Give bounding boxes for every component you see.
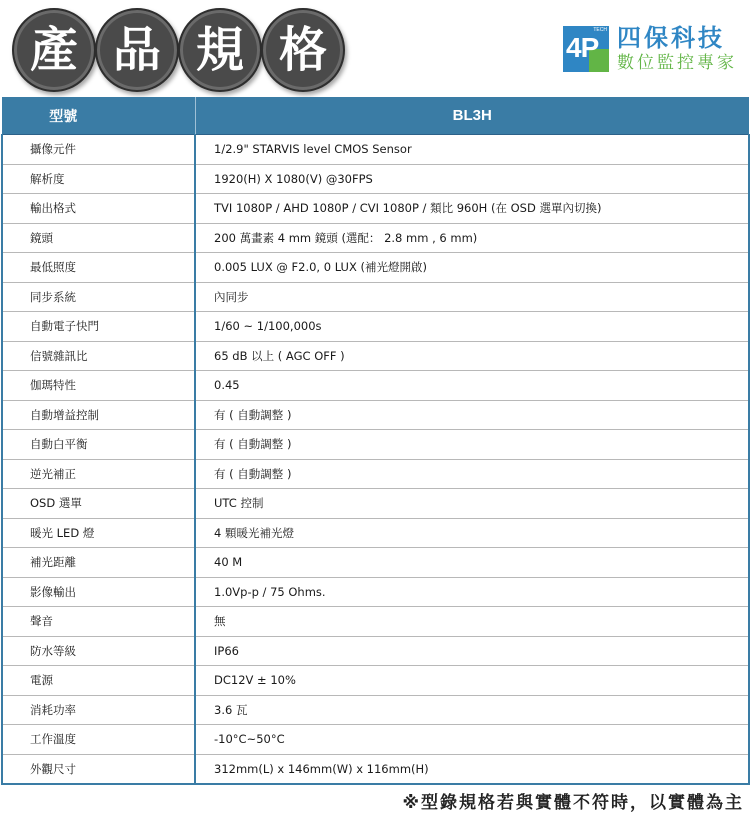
table-row — [2, 253, 749, 283]
company-logo — [563, 24, 748, 80]
spec-value: 312mm(L) x 146mm(W) x 116mm(H) — [195, 754, 749, 784]
spec-value: 1920(H) X 1080(V) @30FPS — [195, 164, 749, 194]
table-row — [2, 400, 749, 430]
logo-mark-text: 4P — [566, 32, 599, 63]
table-row — [2, 489, 749, 519]
spec-value: 3.6 瓦 — [195, 695, 749, 725]
spec-label: 消耗功率 — [2, 695, 195, 725]
spec-value: 有 ( 自動調整 ) — [195, 459, 749, 489]
spec-table — [1, 97, 750, 785]
title-char-4: 格 — [261, 8, 345, 92]
logo-mark — [563, 26, 609, 72]
spec-table-body — [2, 135, 749, 785]
spec-value: 1.0Vp-p / 75 Ohms. — [195, 577, 749, 607]
spec-value: -10°C~50°C — [195, 725, 749, 755]
table-row — [2, 725, 749, 755]
spec-label: 自動白平衡 — [2, 430, 195, 460]
table-row — [2, 312, 749, 342]
spec-label: 同步系統 — [2, 282, 195, 312]
table-row — [2, 194, 749, 224]
header-model: BL3H — [195, 97, 749, 135]
spec-label: OSD 選單 — [2, 489, 195, 519]
spec-label: 解析度 — [2, 164, 195, 194]
spec-label: 外觀尺寸 — [2, 754, 195, 784]
spec-label: 輸出格式 — [2, 194, 195, 224]
spec-value: 1/2.9" STARVIS level CMOS Sensor — [195, 135, 749, 165]
spec-value: 有 ( 自動調整 ) — [195, 400, 749, 430]
spec-label: 逆光補正 — [2, 459, 195, 489]
spec-label: 聲音 — [2, 607, 195, 637]
logo-mark-tech: TECH — [593, 27, 607, 33]
spec-label: 自動電子快門 — [2, 312, 195, 342]
company-slogan: 數位監控專家 — [617, 53, 737, 73]
table-row — [2, 607, 749, 637]
spec-value: 0.005 LUX @ F2.0, 0 LUX (補光燈開啟) — [195, 253, 749, 283]
spec-label: 電源 — [2, 666, 195, 696]
table-row — [2, 164, 749, 194]
title-char-2: 品 — [95, 8, 179, 92]
spec-value: 內同步 — [195, 282, 749, 312]
title-char-1: 產 — [12, 8, 96, 92]
table-row — [2, 754, 749, 784]
spec-value: 4 顆暖光補光燈 — [195, 518, 749, 548]
spec-value: 40 M — [195, 548, 749, 578]
spec-value: DC12V ± 10% — [195, 666, 749, 696]
spec-value: TVI 1080P / AHD 1080P / CVI 1080P / 類比 960H (在 OSD 選單內切換) — [195, 194, 749, 224]
table-row — [2, 548, 749, 578]
table-row — [2, 666, 749, 696]
table-row — [2, 223, 749, 253]
spec-label: 補光距離 — [2, 548, 195, 578]
spec-label: 工作溫度 — [2, 725, 195, 755]
spec-value: 1/60 ~ 1/100,000s — [195, 312, 749, 342]
table-row — [2, 518, 749, 548]
spec-label: 伽瑪特性 — [2, 371, 195, 401]
table-row — [2, 636, 749, 666]
table-row — [2, 282, 749, 312]
spec-value: 0.45 — [195, 371, 749, 401]
table-row — [2, 371, 749, 401]
spec-label: 自動增益控制 — [2, 400, 195, 430]
spec-label: 影像輸出 — [2, 577, 195, 607]
spec-table-header — [2, 97, 749, 135]
spec-value: 有 ( 自動調整 ) — [195, 430, 749, 460]
table-row — [2, 430, 749, 460]
table-row — [2, 135, 749, 165]
footer-note: ※型錄規格若與實體不符時，以實體為主 — [402, 793, 744, 813]
spec-label: 暖光 LED 燈 — [2, 518, 195, 548]
table-row — [2, 577, 749, 607]
spec-value: 200 萬畫素 4 mm 鏡頭 (選配： 2.8 mm , 6 mm) — [195, 223, 749, 253]
spec-value: 65 dB 以上 ( AGC OFF ) — [195, 341, 749, 371]
company-name: 四保科技 — [617, 24, 725, 52]
table-row — [2, 695, 749, 725]
table-row — [2, 459, 749, 489]
header-label: 型號 — [2, 97, 195, 135]
spec-label: 鏡頭 — [2, 223, 195, 253]
spec-label: 信號雜訊比 — [2, 341, 195, 371]
spec-value: IP66 — [195, 636, 749, 666]
spec-label: 防水等級 — [2, 636, 195, 666]
spec-label: 攝像元件 — [2, 135, 195, 165]
title-char-3: 規 — [178, 8, 262, 92]
spec-value: 無 — [195, 607, 749, 637]
table-row — [2, 341, 749, 371]
spec-label: 最低照度 — [2, 253, 195, 283]
spec-value: UTC 控制 — [195, 489, 749, 519]
